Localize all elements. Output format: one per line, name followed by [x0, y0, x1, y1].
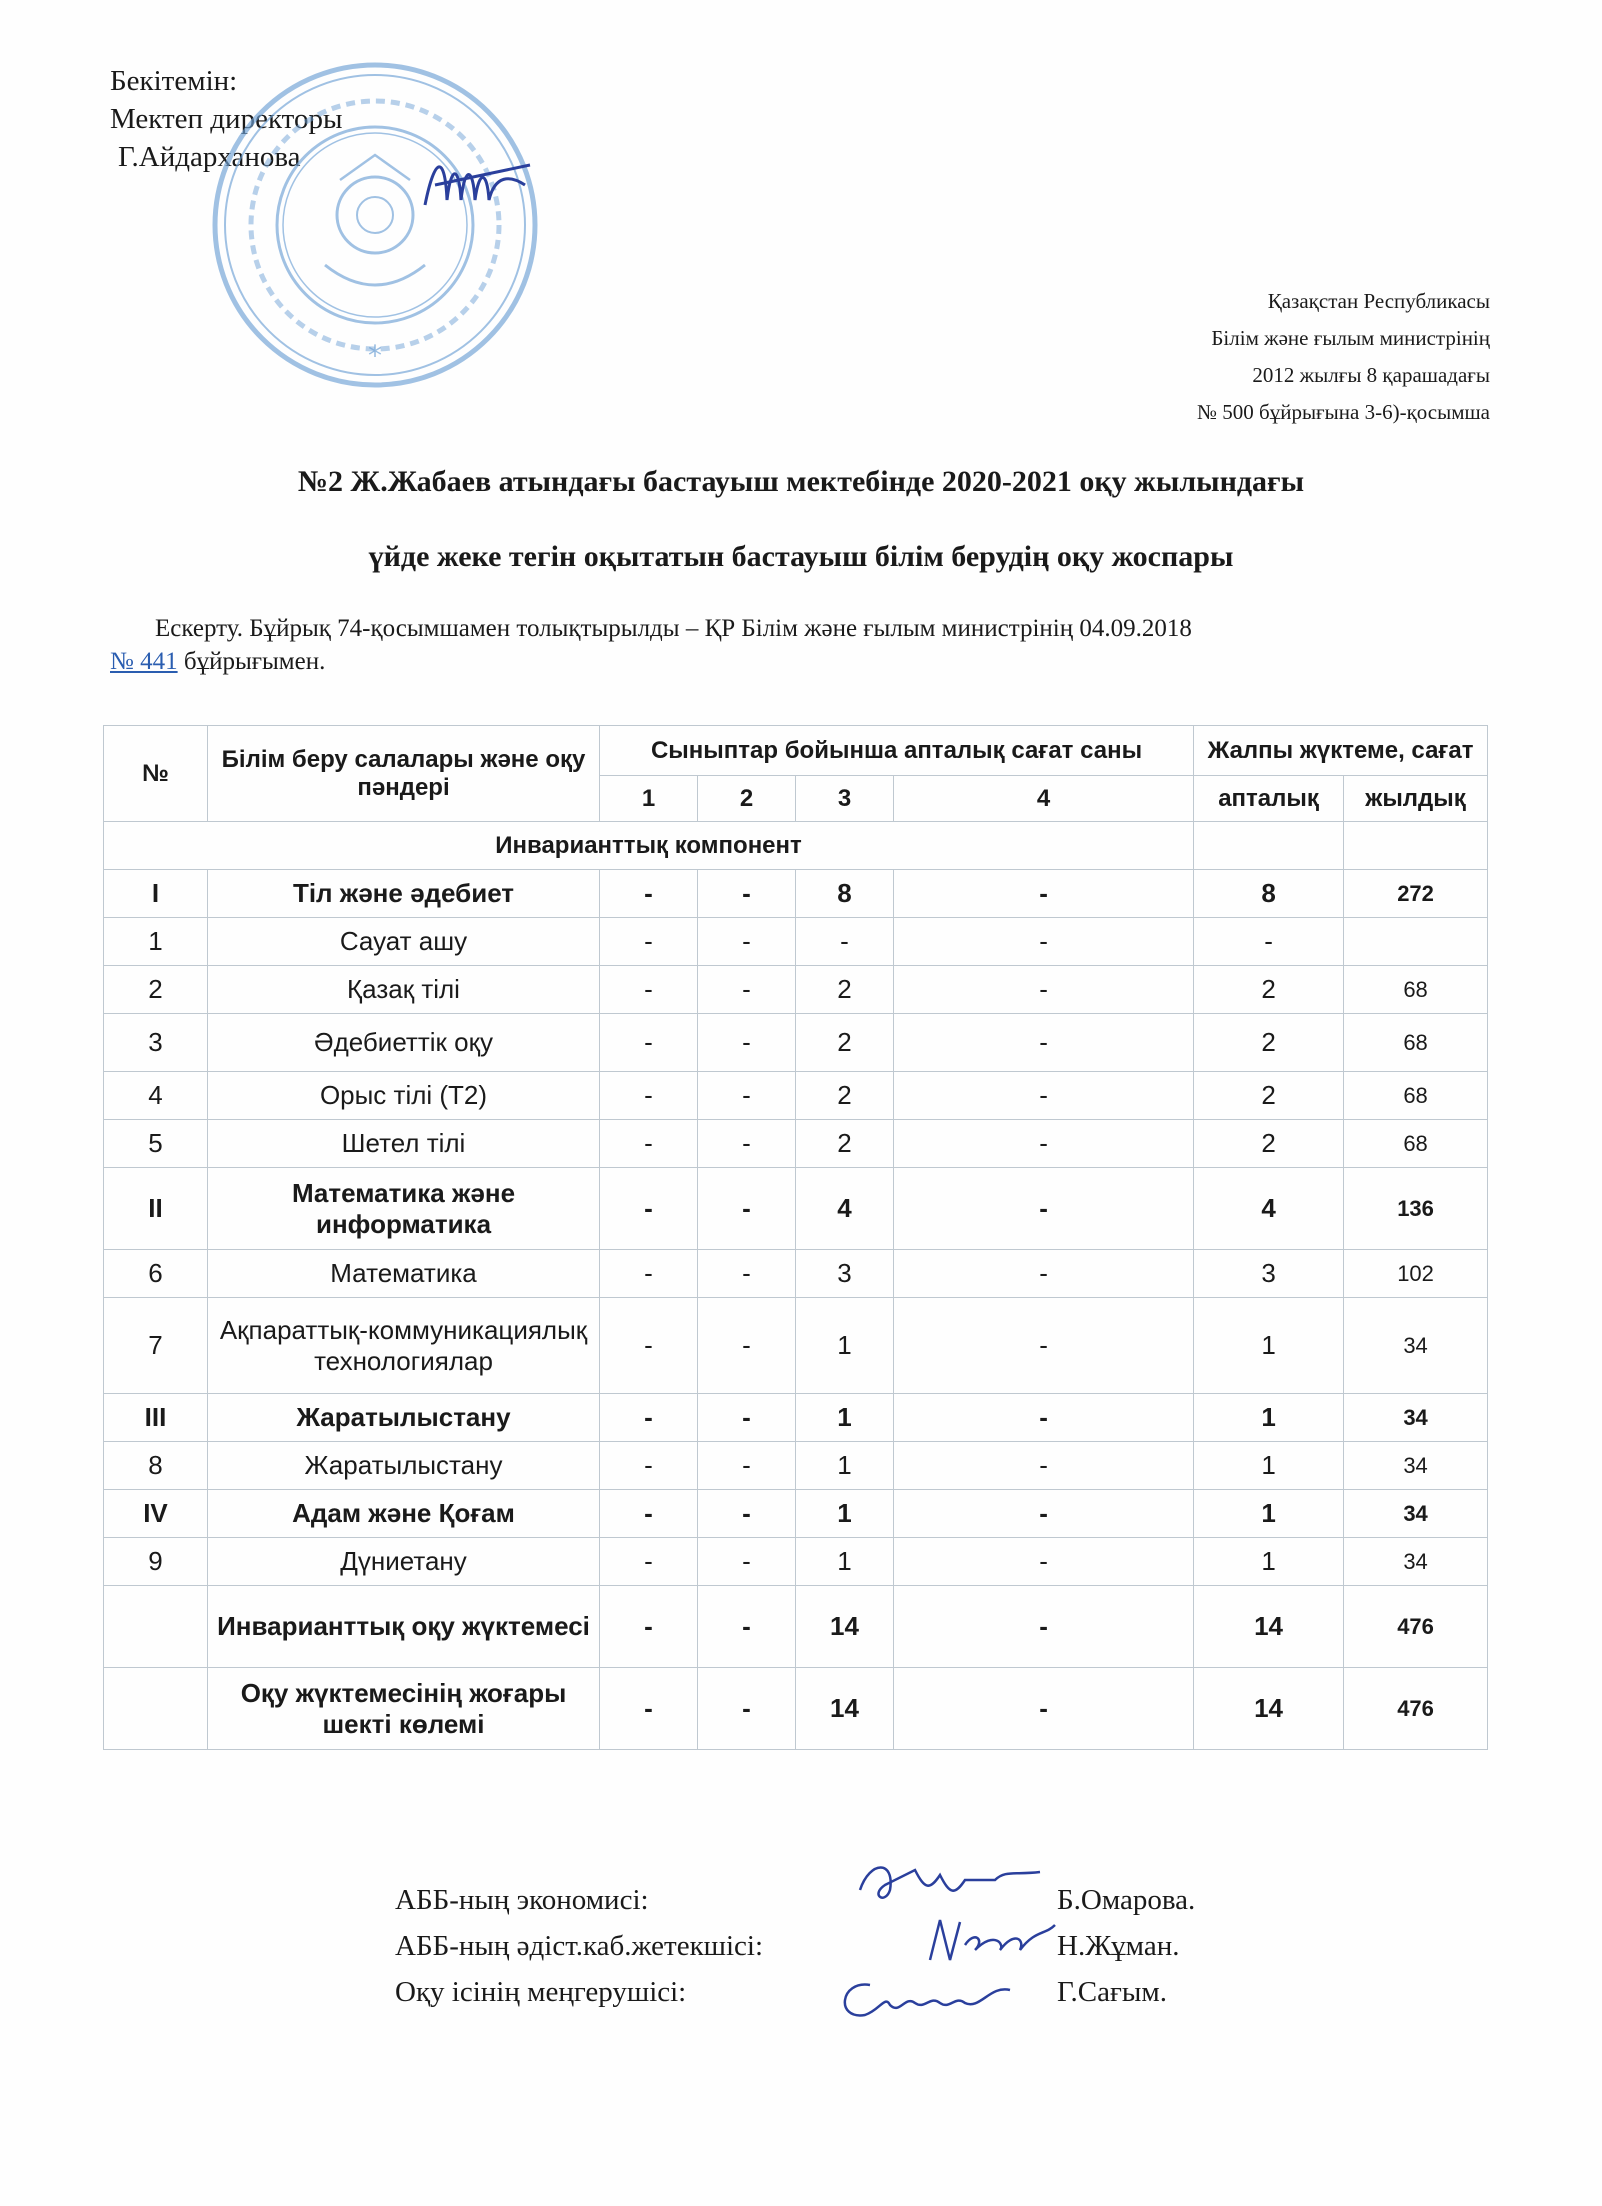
table-row: 2 Қазақ тілі - - 2 - 2 68 [104, 966, 1488, 1014]
svg-text:*: * [368, 339, 382, 372]
col-header-grade-3: 3 [796, 776, 894, 822]
signature-row-methodist [395, 1923, 1295, 1969]
table-row: 1 Сауат ашу - - - - - [104, 918, 1488, 966]
approval-label: Бекітемін: [110, 65, 238, 97]
signer-role: АББ-ның экономисі: [395, 1884, 649, 1916]
order-link[interactable]: № 441 [110, 648, 178, 675]
table-row: 8 Жаратылыстану - - 1 - 1 34 [104, 1442, 1488, 1490]
note-text: Ескерту. Бұйрық 74-қосымшамен толықтырылды – ҚР Білім және ғылым министрінің 04.09.2018 [155, 615, 1192, 642]
table-row: 5 Шетел тілі - - 2 - 2 68 [104, 1120, 1488, 1168]
note-tail: бұйрығымен. [183, 648, 326, 675]
col-header-number: № [104, 726, 208, 822]
approval-position: Мектеп директоры [110, 103, 343, 135]
col-header-weekly: апталық [1194, 776, 1344, 822]
col-header-subjects: Білім беру салалары және оқу пәндері [208, 726, 600, 822]
col-header-grade-2: 2 [698, 776, 796, 822]
table-row: 6 Математика - - 3 - 3 102 [104, 1250, 1488, 1298]
amendment-note [110, 612, 1500, 678]
table-row: 9 Дүниетану - - 1 - 1 34 [104, 1538, 1488, 1586]
methodist-signature [920, 1910, 1060, 1970]
table-row: 7 Ақпараттық-коммуникациялық технологиялар - - 1 - 1 34 [104, 1298, 1488, 1394]
table-row-total: Инварианттық оқу жүктемесі - - 14 - 14 476 [104, 1586, 1488, 1668]
table-row: 3 Әдебиеттік оқу - - 2 - 2 68 [104, 1014, 1488, 1072]
col-header-yearly: жылдық [1344, 776, 1488, 822]
curriculum-table [103, 725, 1488, 1750]
director-signature [415, 145, 535, 235]
col-header-weekly-hours: Сыныптар бойынша апталық сағат саны [600, 726, 1194, 776]
col-header-total-load: Жалпы жүктеме, сағат [1194, 726, 1488, 776]
reference-line-1: Қазақстан Республикасы [1267, 289, 1490, 313]
reference-line-3: 2012 жылғы 8 қарашадағы [1252, 363, 1490, 387]
table-row: II Математика және информатика - - 4 - 4 136 [104, 1168, 1488, 1250]
signer-name: Б.Омарова. [1057, 1884, 1196, 1916]
head-teacher-signature [830, 1965, 1020, 2025]
document-title-line-2: үйде жеке тегін оқытатын бастауыш білім берудің оқу жоспары [368, 540, 1234, 573]
reference-line-4: № 500 бұйрығына 3-6)-қосымша [1196, 400, 1490, 424]
table-row: III Жаратылыстану - - 1 - 1 34 [104, 1394, 1488, 1442]
economist-signature [855, 1850, 1045, 1910]
section-invariant: Инварианттық компонент [104, 822, 1194, 870]
table-row: 4 Орыс тілі (Т2) - - 2 - 2 68 [104, 1072, 1488, 1120]
signer-name: Г.Сағым. [1057, 1976, 1167, 2008]
document-title-line-1: №2 Ж.Жабаев атындағы бастауыш мектебінде 2020-2021 оқу жылындағы [297, 465, 1305, 498]
signer-role: Оқу ісінің меңгерушісі: [395, 1976, 687, 2008]
order-reference [1197, 283, 1490, 431]
reference-line-2: Білім және ғылым министрінің [1211, 326, 1490, 350]
col-header-grade-1: 1 [600, 776, 698, 822]
signer-name: Н.Жұман. [1057, 1930, 1180, 1962]
signer-role: АББ-ның әдіст.каб.жетекшісі: [395, 1930, 764, 1962]
signature-row-economist [395, 1877, 1295, 1923]
col-header-grade-4: 4 [894, 776, 1194, 822]
table-row: IV Адам және Қоғам - - 1 - 1 34 [104, 1490, 1488, 1538]
table-row: I Тіл және әдебиет - - 8 - 8 272 [104, 870, 1488, 918]
table-row-max-load: Оқу жүктемесінің жоғары шекті көлемі - - 14 - 14 476 [104, 1668, 1488, 1750]
approval-director-name: Г.Айдарханова [118, 141, 301, 173]
